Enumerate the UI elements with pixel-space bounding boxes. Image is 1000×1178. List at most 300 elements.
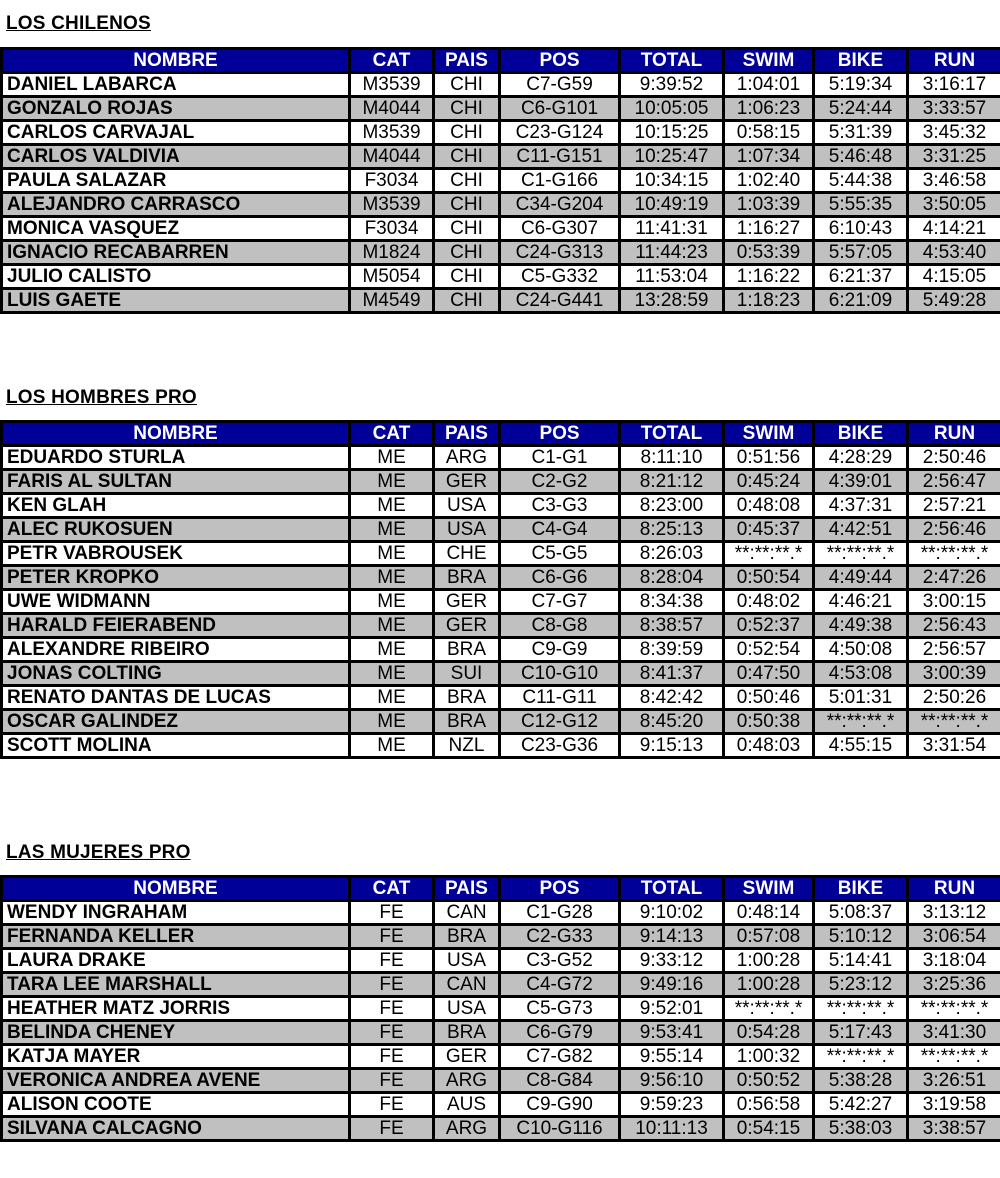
cell-cat: ME: [350, 494, 434, 518]
cell-total: 10:05:05: [620, 97, 724, 121]
cell-bike: 4:39:01: [814, 470, 908, 494]
cell-pos: C1-G166: [500, 169, 620, 193]
cell-swim: 0:47:50: [724, 662, 814, 686]
cell-name: RENATO DANTAS DE LUCAS: [2, 686, 350, 710]
cell-name: DANIEL LABARCA: [2, 73, 350, 97]
cell-pos: C4-G4: [500, 518, 620, 542]
cell-cat: ME: [350, 518, 434, 542]
cell-bike: 5:55:35: [814, 193, 908, 217]
cell-pos: C7-G7: [500, 590, 620, 614]
cell-swim: 1:18:23: [724, 289, 814, 313]
cell-swim: 1:16:27: [724, 217, 814, 241]
cell-cat: ME: [350, 734, 434, 758]
cell-swim: 0:50:38: [724, 710, 814, 734]
cell-pais: USA: [434, 518, 500, 542]
cell-bike: 4:37:31: [814, 494, 908, 518]
column-header-swim: SWIM: [724, 877, 814, 901]
column-header-cat: CAT: [350, 877, 434, 901]
cell-name: SCOTT MOLINA: [2, 734, 350, 758]
cell-bike: 5:57:05: [814, 241, 908, 265]
cell-swim: 1:02:40: [724, 169, 814, 193]
cell-run: 4:53:40: [908, 241, 1000, 265]
cell-pais: ARG: [434, 1069, 500, 1093]
cell-run: 3:26:51: [908, 1069, 1000, 1093]
cell-name: OSCAR GALINDEZ: [2, 710, 350, 734]
cell-pos: C5-G332: [500, 265, 620, 289]
cell-run: 3:13:12: [908, 901, 1000, 925]
cell-run: 5:49:28: [908, 289, 1000, 313]
cell-bike: 4:55:15: [814, 734, 908, 758]
section-title: LAS MUJERES PRO: [6, 842, 191, 863]
cell-total: 8:23:00: [620, 494, 724, 518]
cell-run: 2:50:46: [908, 446, 1000, 470]
cell-total: 8:39:59: [620, 638, 724, 662]
cell-pos: C9-G90: [500, 1093, 620, 1117]
cell-bike: 4:49:38: [814, 614, 908, 638]
cell-run: 3:18:04: [908, 949, 1000, 973]
cell-swim: 0:50:54: [724, 566, 814, 590]
cell-total: 8:38:57: [620, 614, 724, 638]
cell-total: 9:55:14: [620, 1045, 724, 1069]
cell-pais: GER: [434, 470, 500, 494]
cell-name: KATJA MAYER: [2, 1045, 350, 1069]
cell-cat: ME: [350, 614, 434, 638]
cell-swim: 0:56:58: [724, 1093, 814, 1117]
cell-name: FARIS AL SULTAN: [2, 470, 350, 494]
cell-pos: C8-G8: [500, 614, 620, 638]
cell-total: 8:26:03: [620, 542, 724, 566]
cell-name: WENDY INGRAHAM: [2, 901, 350, 925]
cell-pais: CHI: [434, 121, 500, 145]
cell-swim: 0:52:54: [724, 638, 814, 662]
cell-pais: USA: [434, 949, 500, 973]
cell-pos: C1-G28: [500, 901, 620, 925]
column-header-run: RUN: [908, 422, 1000, 446]
cell-total: 8:41:37: [620, 662, 724, 686]
section-title: LOS HOMBRES PRO: [6, 387, 197, 408]
column-header-total: TOTAL: [620, 877, 724, 901]
table-row: [2, 973, 1000, 997]
cell-cat: FE: [350, 1045, 434, 1069]
cell-pos: C23-G124: [500, 121, 620, 145]
column-header-cat: CAT: [350, 49, 434, 73]
cell-total: 8:25:13: [620, 518, 724, 542]
cell-name: CARLOS CARVAJAL: [2, 121, 350, 145]
cell-swim: 1:03:39: [724, 193, 814, 217]
cell-pais: CAN: [434, 901, 500, 925]
cell-pais: ARG: [434, 446, 500, 470]
cell-pais: BRA: [434, 710, 500, 734]
cell-pais: CHI: [434, 265, 500, 289]
table-row: [2, 662, 1000, 686]
cell-total: 8:28:04: [620, 566, 724, 590]
cell-run: 2:47:26: [908, 566, 1000, 590]
cell-pos: C2-G33: [500, 925, 620, 949]
column-header-run: RUN: [908, 877, 1000, 901]
section-los-hombres-pro: [0, 373, 1000, 805]
cell-cat: FE: [350, 997, 434, 1021]
cell-total: 9:52:01: [620, 997, 724, 1021]
table-row: [2, 638, 1000, 662]
cell-bike: **:**:**.*: [814, 1045, 908, 1069]
cell-cat: FE: [350, 1093, 434, 1117]
cell-total: 10:11:13: [620, 1117, 724, 1141]
cell-cat: ME: [350, 542, 434, 566]
cell-total: 11:44:23: [620, 241, 724, 265]
cell-run: 3:33:57: [908, 97, 1000, 121]
cell-bike: 5:38:03: [814, 1117, 908, 1141]
cell-swim: 0:45:37: [724, 518, 814, 542]
table-row: [2, 925, 1000, 949]
cell-cat: ME: [350, 662, 434, 686]
cell-cat: M3539: [350, 193, 434, 217]
cell-total: 10:34:15: [620, 169, 724, 193]
cell-cat: FE: [350, 1117, 434, 1141]
column-header-total: TOTAL: [620, 422, 724, 446]
cell-swim: 0:48:08: [724, 494, 814, 518]
cell-swim: 0:48:02: [724, 590, 814, 614]
cell-name: PETER KROPKO: [2, 566, 350, 590]
table-row: [2, 710, 1000, 734]
cell-bike: 6:10:43: [814, 217, 908, 241]
cell-pais: CHI: [434, 289, 500, 313]
column-header-bike: BIKE: [814, 49, 908, 73]
cell-pos: C6-G101: [500, 97, 620, 121]
cell-pos: C10-G116: [500, 1117, 620, 1141]
cell-cat: FE: [350, 973, 434, 997]
cell-bike: 5:17:43: [814, 1021, 908, 1045]
cell-pos: C3-G3: [500, 494, 620, 518]
cell-cat: ME: [350, 470, 434, 494]
column-header-swim: SWIM: [724, 49, 814, 73]
table-row: [2, 265, 1000, 289]
table-row: [2, 1093, 1000, 1117]
column-header-pais: PAIS: [434, 49, 500, 73]
table-row: [2, 949, 1000, 973]
cell-run: 3:41:30: [908, 1021, 1000, 1045]
cell-name: FERNANDA KELLER: [2, 925, 350, 949]
cell-bike: 5:44:38: [814, 169, 908, 193]
cell-swim: 1:16:22: [724, 265, 814, 289]
table-row: [2, 1069, 1000, 1093]
cell-pais: CHE: [434, 542, 500, 566]
cell-name: SILVANA CALCAGNO: [2, 1117, 350, 1141]
cell-bike: 5:10:12: [814, 925, 908, 949]
table-row: [2, 97, 1000, 121]
cell-pos: C4-G72: [500, 973, 620, 997]
cell-run: 4:14:21: [908, 217, 1000, 241]
cell-total: 9:56:10: [620, 1069, 724, 1093]
cell-swim: 0:54:28: [724, 1021, 814, 1045]
cell-pais: GER: [434, 1045, 500, 1069]
cell-swim: 0:48:14: [724, 901, 814, 925]
cell-pais: BRA: [434, 638, 500, 662]
cell-cat: M1824: [350, 241, 434, 265]
table-row: [2, 289, 1000, 313]
cell-total: 9:15:13: [620, 734, 724, 758]
table-row: [2, 494, 1000, 518]
cell-name: JONAS COLTING: [2, 662, 350, 686]
cell-bike: 5:42:27: [814, 1093, 908, 1117]
cell-name: JULIO CALISTO: [2, 265, 350, 289]
cell-bike: 5:14:41: [814, 949, 908, 973]
cell-pais: CHI: [434, 145, 500, 169]
cell-name: HEATHER MATZ JORRIS: [2, 997, 350, 1021]
cell-cat: FE: [350, 901, 434, 925]
cell-bike: 6:21:09: [814, 289, 908, 313]
cell-total: 9:49:16: [620, 973, 724, 997]
cell-name: HARALD FEIERABEND: [2, 614, 350, 638]
cell-pos: C7-G59: [500, 73, 620, 97]
results-table: [0, 875, 1000, 1142]
table-row: [2, 901, 1000, 925]
cell-bike: 5:24:44: [814, 97, 908, 121]
cell-run: 2:50:26: [908, 686, 1000, 710]
table-row: [2, 566, 1000, 590]
cell-bike: 5:23:12: [814, 973, 908, 997]
cell-pos: C2-G2: [500, 470, 620, 494]
cell-pos: C34-G204: [500, 193, 620, 217]
section-los-chilenos: [0, 0, 1000, 352]
results-table: [0, 420, 1000, 759]
cell-bike: 5:19:34: [814, 73, 908, 97]
cell-swim: **:**:**.*: [724, 997, 814, 1021]
cell-pos: C1-G1: [500, 446, 620, 470]
section-las-mujeres-pro: [0, 828, 1000, 1178]
cell-cat: ME: [350, 686, 434, 710]
cell-cat: FE: [350, 925, 434, 949]
cell-run: **:**:**.*: [908, 542, 1000, 566]
cell-run: **:**:**.*: [908, 1045, 1000, 1069]
cell-name: KEN GLAH: [2, 494, 350, 518]
cell-cat: ME: [350, 446, 434, 470]
cell-swim: 0:58:15: [724, 121, 814, 145]
table-row: [2, 217, 1000, 241]
cell-total: 13:28:59: [620, 289, 724, 313]
cell-name: LUIS GAETE: [2, 289, 350, 313]
cell-swim: 0:57:08: [724, 925, 814, 949]
cell-bike: 5:01:31: [814, 686, 908, 710]
cell-pais: CHI: [434, 169, 500, 193]
cell-cat: ME: [350, 710, 434, 734]
cell-swim: 0:50:52: [724, 1069, 814, 1093]
cell-run: 3:19:58: [908, 1093, 1000, 1117]
cell-cat: ME: [350, 638, 434, 662]
cell-pais: SUI: [434, 662, 500, 686]
column-header-pos: POS: [500, 877, 620, 901]
cell-total: 9:33:12: [620, 949, 724, 973]
cell-run: 2:56:46: [908, 518, 1000, 542]
table-row: [2, 518, 1000, 542]
table-row: [2, 241, 1000, 265]
cell-swim: 1:00:32: [724, 1045, 814, 1069]
cell-swim: **:**:**.*: [724, 542, 814, 566]
cell-swim: 0:52:37: [724, 614, 814, 638]
cell-name: PAULA SALAZAR: [2, 169, 350, 193]
column-header-name: NOMBRE: [2, 422, 350, 446]
cell-pais: USA: [434, 997, 500, 1021]
cell-run: 2:56:47: [908, 470, 1000, 494]
cell-total: 8:34:38: [620, 590, 724, 614]
table-row: [2, 446, 1000, 470]
cell-cat: ME: [350, 566, 434, 590]
cell-swim: 0:50:46: [724, 686, 814, 710]
cell-pos: C9-G9: [500, 638, 620, 662]
header-row: [2, 49, 1000, 73]
cell-run: 3:46:58: [908, 169, 1000, 193]
cell-swim: 1:07:34: [724, 145, 814, 169]
cell-total: 10:49:19: [620, 193, 724, 217]
cell-pais: CHI: [434, 73, 500, 97]
cell-pais: ARG: [434, 1117, 500, 1141]
table-row: [2, 470, 1000, 494]
table-row: [2, 193, 1000, 217]
cell-pais: BRA: [434, 566, 500, 590]
table-row: [2, 121, 1000, 145]
column-header-name: NOMBRE: [2, 49, 350, 73]
table-row: [2, 686, 1000, 710]
cell-name: ALEC RUKOSUEN: [2, 518, 350, 542]
table-row: [2, 1021, 1000, 1045]
cell-cat: FE: [350, 1021, 434, 1045]
section-title: LOS CHILENOS: [6, 13, 151, 34]
cell-bike: 4:50:08: [814, 638, 908, 662]
cell-pos: C10-G10: [500, 662, 620, 686]
cell-pos: C5-G5: [500, 542, 620, 566]
cell-pais: CAN: [434, 973, 500, 997]
cell-swim: 0:45:24: [724, 470, 814, 494]
cell-name: LAURA DRAKE: [2, 949, 350, 973]
cell-pais: NZL: [434, 734, 500, 758]
cell-pais: BRA: [434, 925, 500, 949]
cell-bike: 4:49:44: [814, 566, 908, 590]
cell-swim: 0:48:03: [724, 734, 814, 758]
cell-cat: F3034: [350, 217, 434, 241]
cell-run: 3:38:57: [908, 1117, 1000, 1141]
cell-name: CARLOS VALDIVIA: [2, 145, 350, 169]
cell-pais: CHI: [434, 97, 500, 121]
cell-bike: 5:31:39: [814, 121, 908, 145]
cell-cat: M4044: [350, 145, 434, 169]
cell-bike: 5:08:37: [814, 901, 908, 925]
cell-run: 2:57:21: [908, 494, 1000, 518]
cell-pos: C8-G84: [500, 1069, 620, 1093]
cell-run: 3:31:25: [908, 145, 1000, 169]
cell-pais: GER: [434, 590, 500, 614]
cell-pais: GER: [434, 614, 500, 638]
cell-run: 3:00:15: [908, 590, 1000, 614]
cell-total: 9:10:02: [620, 901, 724, 925]
cell-cat: FE: [350, 949, 434, 973]
cell-bike: **:**:**.*: [814, 997, 908, 1021]
cell-name: VERONICA ANDREA AVENE: [2, 1069, 350, 1093]
cell-pais: CHI: [434, 217, 500, 241]
cell-swim: 1:00:28: [724, 973, 814, 997]
column-header-bike: BIKE: [814, 422, 908, 446]
cell-cat: M3539: [350, 121, 434, 145]
cell-pos: C6-G6: [500, 566, 620, 590]
cell-total: 8:42:42: [620, 686, 724, 710]
cell-total: 9:39:52: [620, 73, 724, 97]
cell-pais: CHI: [434, 241, 500, 265]
cell-pais: AUS: [434, 1093, 500, 1117]
cell-pos: C7-G82: [500, 1045, 620, 1069]
cell-bike: **:**:**.*: [814, 710, 908, 734]
column-header-pais: PAIS: [434, 877, 500, 901]
cell-name: IGNACIO RECABARREN: [2, 241, 350, 265]
cell-cat: M4044: [350, 97, 434, 121]
column-header-run: RUN: [908, 49, 1000, 73]
cell-name: ALEJANDRO CARRASCO: [2, 193, 350, 217]
cell-total: 9:53:41: [620, 1021, 724, 1045]
cell-bike: 5:46:48: [814, 145, 908, 169]
cell-bike: 4:42:51: [814, 518, 908, 542]
cell-pais: CHI: [434, 193, 500, 217]
cell-bike: **:**:**.*: [814, 542, 908, 566]
header-row: [2, 422, 1000, 446]
cell-total: 8:11:10: [620, 446, 724, 470]
column-header-bike: BIKE: [814, 877, 908, 901]
cell-run: 3:45:32: [908, 121, 1000, 145]
table-row: [2, 590, 1000, 614]
cell-pos: C11-G151: [500, 145, 620, 169]
cell-bike: 5:38:28: [814, 1069, 908, 1093]
cell-name: GONZALO ROJAS: [2, 97, 350, 121]
cell-total: 10:15:25: [620, 121, 724, 145]
column-header-total: TOTAL: [620, 49, 724, 73]
cell-total: 8:45:20: [620, 710, 724, 734]
cell-pos: C6-G79: [500, 1021, 620, 1045]
cell-total: 10:25:47: [620, 145, 724, 169]
column-header-pais: PAIS: [434, 422, 500, 446]
cell-swim: 0:53:39: [724, 241, 814, 265]
table-row: [2, 997, 1000, 1021]
cell-name: MONICA VASQUEZ: [2, 217, 350, 241]
table-row: [2, 169, 1000, 193]
cell-pais: BRA: [434, 686, 500, 710]
cell-total: 8:21:12: [620, 470, 724, 494]
table-row: [2, 1045, 1000, 1069]
cell-pos: C3-G52: [500, 949, 620, 973]
cell-run: **:**:**.*: [908, 710, 1000, 734]
cell-pos: C5-G73: [500, 997, 620, 1021]
table-row: [2, 614, 1000, 638]
cell-run: 4:15:05: [908, 265, 1000, 289]
cell-swim: 1:00:28: [724, 949, 814, 973]
cell-pos: C24-G313: [500, 241, 620, 265]
cell-name: BELINDA CHENEY: [2, 1021, 350, 1045]
cell-total: 11:53:04: [620, 265, 724, 289]
cell-run: 3:31:54: [908, 734, 1000, 758]
table-row: [2, 145, 1000, 169]
table-row: [2, 1117, 1000, 1141]
cell-run: 3:25:36: [908, 973, 1000, 997]
cell-pos: C12-G12: [500, 710, 620, 734]
cell-total: 11:41:31: [620, 217, 724, 241]
cell-swim: 0:51:56: [724, 446, 814, 470]
results-table: [0, 47, 1000, 314]
cell-name: ALISON COOTE: [2, 1093, 350, 1117]
table-row: [2, 542, 1000, 566]
cell-run: 3:16:17: [908, 73, 1000, 97]
column-header-pos: POS: [500, 49, 620, 73]
cell-pos: C23-G36: [500, 734, 620, 758]
cell-name: TARA LEE MARSHALL: [2, 973, 350, 997]
cell-swim: 1:04:01: [724, 73, 814, 97]
cell-name: UWE WIDMANN: [2, 590, 350, 614]
cell-cat: M3539: [350, 73, 434, 97]
cell-bike: 4:46:21: [814, 590, 908, 614]
